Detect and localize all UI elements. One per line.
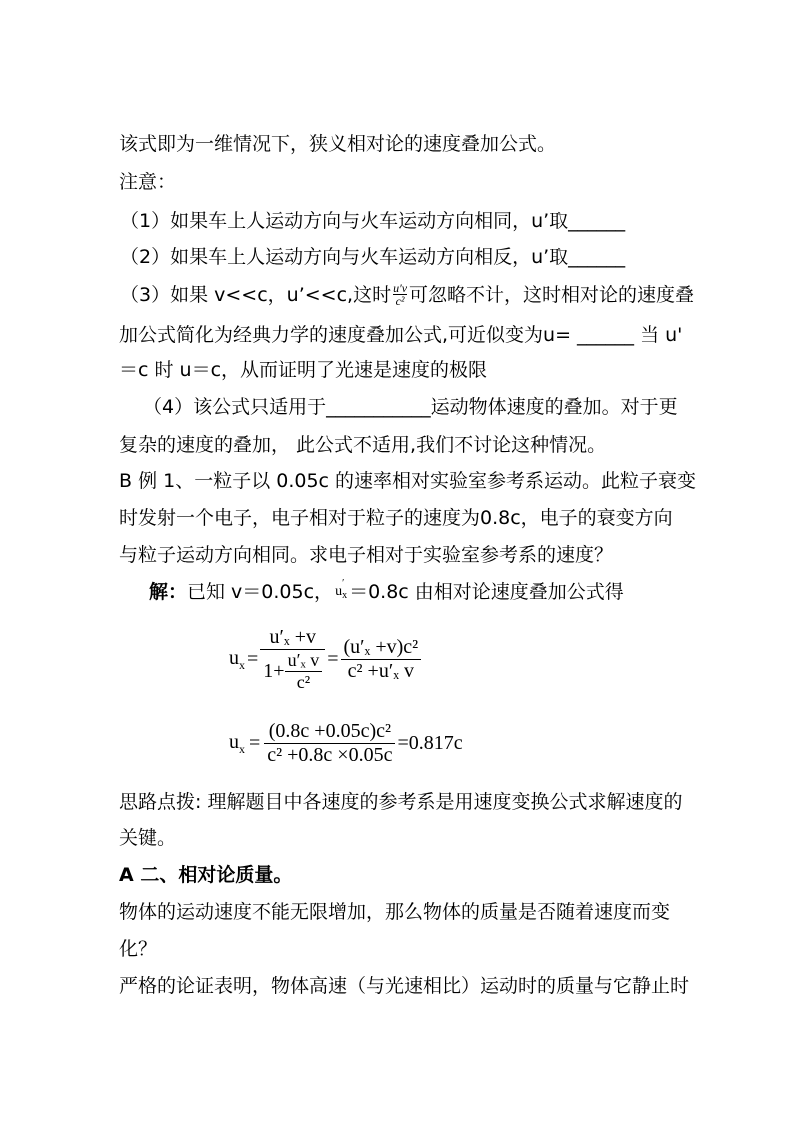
- equals-sign: =: [247, 648, 259, 670]
- formula-result: =0.817c: [397, 732, 463, 754]
- formula-lhs: $u_x$: [229, 730, 245, 756]
- section-heading: A 二、相对论质量。: [119, 864, 293, 886]
- note-item-4: （4）该公式只适用于___________运动物体速度的叠加。对于更: [143, 396, 678, 418]
- symbol-prime: ′: [342, 578, 345, 589]
- velocity-addition-formula: [229, 626, 421, 693]
- numeric-substitution-formula: [229, 720, 463, 767]
- text-span: ＝0.8c 由相对论速度叠加公式得: [349, 581, 624, 603]
- fraction-denominator: c² +u′ₓ v: [347, 660, 414, 682]
- example-heading: B 例 1、一粒子以 0.05c 的速率相对实验室参考系运动。此粒子衰变: [119, 470, 697, 492]
- text-line: 时发射一个电子，电子相对于粒子的速度为0.8c，电子的衰变方向: [119, 507, 673, 529]
- text-span: （3）如果 v<<c，u’<<c,这时: [120, 283, 392, 306]
- note-item-2: （2）如果车上人运动方向与火车运动方向相反，u’取______: [120, 246, 626, 268]
- text-line: 该式即为一维情况下，狭义相对论的速度叠加公式。: [119, 133, 557, 155]
- hint-line: 思路点拨: 理解题目中各速度的参考系是用速度变换公式求解速度的: [119, 791, 683, 813]
- fraction-simplified: [341, 636, 422, 683]
- fraction-numerator: u′ₓ +v: [269, 626, 316, 648]
- fraction-numeric: [264, 720, 395, 767]
- note-item-3: [120, 282, 694, 307]
- text-span: 已知 v＝0.05c，: [187, 581, 334, 603]
- fraction-numerator: (0.8c +0.05c)c²: [268, 720, 391, 742]
- fraction-denominator: c² +0.8c ×0.05c: [267, 744, 393, 766]
- equals-sign: =: [249, 732, 261, 754]
- text-line: 关键。: [119, 827, 177, 849]
- fraction-denominator: c²: [395, 294, 405, 308]
- fraction-numerator: (u′ₓ +v)c²: [343, 636, 419, 658]
- fraction-main: [260, 626, 325, 693]
- text-line: 物体的运动速度不能无限增加，那么物体的质量是否随着速度而变: [119, 901, 671, 923]
- text-line: 注意：: [119, 171, 177, 193]
- text-line: ＝c 时 u＝c，从而证明了光速是速度的极限: [119, 359, 488, 381]
- inline-fraction: [393, 282, 407, 307]
- text-line: 与粒子运动方向相同。求电子相对于实验室参考系的速度？: [119, 544, 614, 566]
- fraction-denominator: 1+ $\frac{\text{u′ₓ v}}{\text{c²}}$: [260, 650, 325, 693]
- formula-lhs: $u_x$: [229, 646, 245, 672]
- nested-fraction: $\frac{\text{u′ₓ v}}{\text{c²}}$: [285, 650, 323, 693]
- note-item-1: （1）如果车上人运动方向与火车运动方向相同，u’取______: [120, 210, 626, 232]
- text-line: 严格的论证表明，物体高速（与光速相比）运动时的质量与它静止时: [119, 975, 690, 997]
- equals-sign: =: [327, 648, 339, 670]
- text-span: 可忽略不计，这时相对论的速度叠: [409, 283, 695, 306]
- symbol-base: u: [335, 584, 343, 599]
- solution-line: [149, 580, 624, 604]
- text-line: 加公式简化为经典力学的速度叠加公式,可近似变为u= ______ 当 u': [119, 324, 683, 346]
- symbol-subscript: x: [342, 590, 348, 601]
- text-line: 化？: [119, 938, 158, 960]
- text-line: 复杂的速度的叠加， 此公式不适用,我们不讨论这种情况。: [119, 434, 607, 456]
- solution-label: 解：: [149, 581, 188, 603]
- symbol-ux-prime: [335, 580, 347, 604]
- fraction-numerator: u′v: [393, 281, 408, 295]
